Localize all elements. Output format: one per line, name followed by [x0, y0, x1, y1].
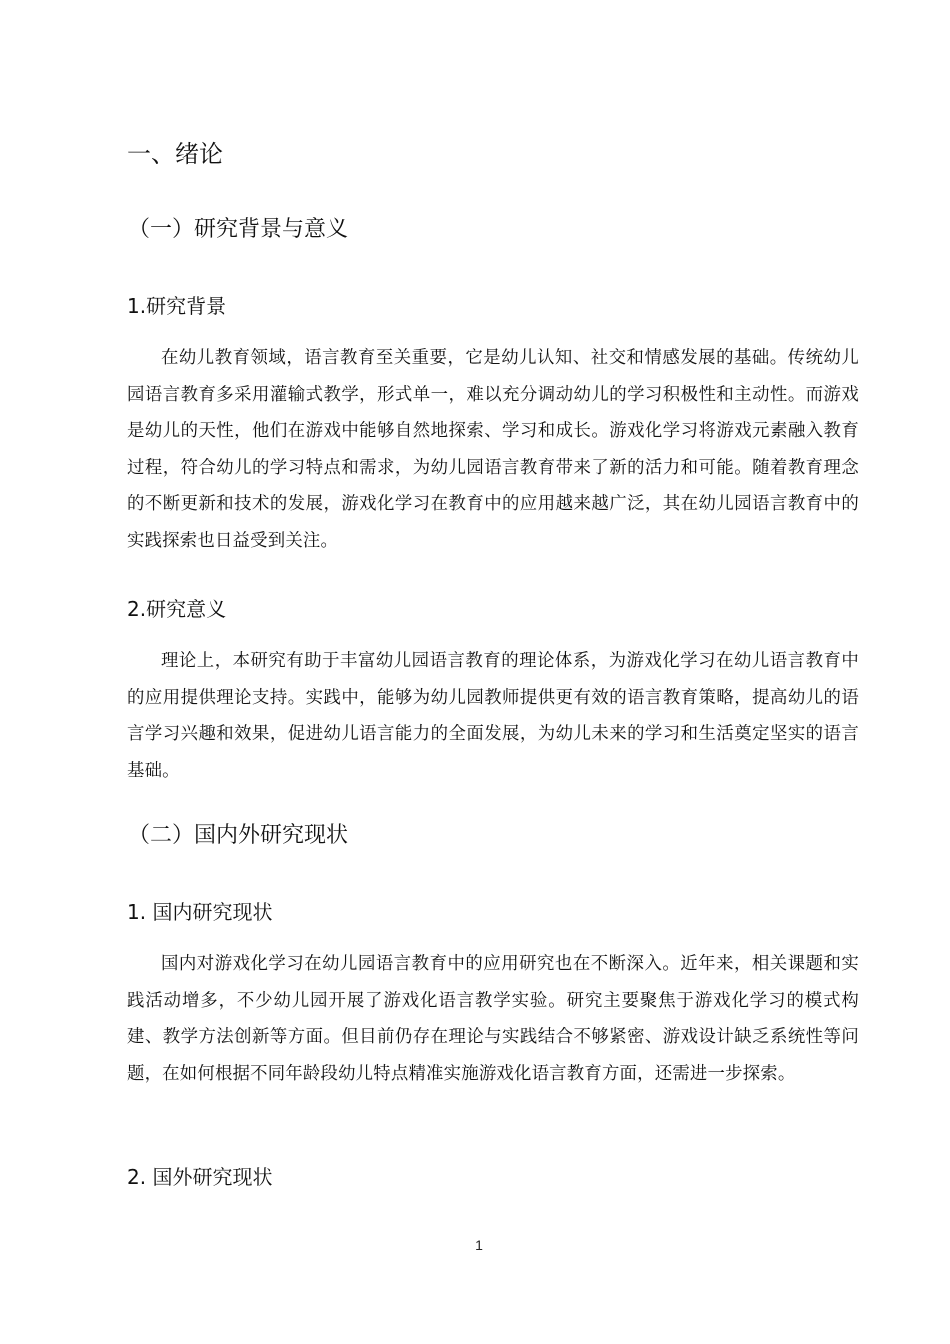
subsection-heading-foreign-status: 2. 国外研究现状 [127, 1165, 273, 1189]
paragraph-research-significance: 理论上，本研究有助于丰富幼儿园语言教育的理论体系，为游戏化学习在幼儿语言教育中的应用提供理论支持。实践中，能够为幼儿园教师提供更有效的语言教育策略，提高幼儿的语言学习兴趣和效果，促进幼儿语言能力的全面发展，为幼儿未来的学习和生活奠定坚实的语言基础。 [127, 651, 859, 781]
subsection-heading-research-background: 1.研究背景 [127, 294, 227, 318]
paragraph-research-background: 在幼儿教育领域，语言教育至关重要，它是幼儿认知、社交和情感发展的基础。传统幼儿园语言教育多采用灌输式教学，形式单一，难以充分调动幼儿的学习积极性和主动性。而游戏是幼儿的天性，他们在游戏中能够自然地探索、学习和成长。游戏化学习将游戏元素融入教育过程，符合幼儿的学习特点和需求，为幼儿园语言教育带来了新的活力和可能。随着教育理念的不断更新和技术的发展，游戏化学习在教育中的应用越来越广泛，其在幼儿园语言教育中的实践探索也日益受到关注。 [127, 348, 859, 551]
chapter-title: 一、绪论 [127, 140, 223, 168]
subsection-heading-domestic-status: 1. 国内研究现状 [127, 900, 273, 924]
section-heading-background: （一）研究背景与意义 [128, 217, 349, 242]
page-number: 1 [475, 1237, 483, 1253]
paragraph-domestic-status: 国内对游戏化学习在幼儿园语言教育中的应用研究也在不断深入。近年来，相关课题和实践活动增多，不少幼儿园开展了游戏化语言教学实验。研究主要聚焦于游戏化学习的模式构建、教学方法创新等方面。但目前仍存在理论与实践结合不够紧密、游戏设计缺乏系统性等问题，在如何根据不同年龄段幼儿特点精准实施游戏化语言教育方面，还需进一步探索。 [127, 954, 859, 1084]
section-heading-research-status: （二）国内外研究现状 [128, 823, 349, 848]
subsection-heading-research-significance: 2.研究意义 [127, 597, 227, 621]
